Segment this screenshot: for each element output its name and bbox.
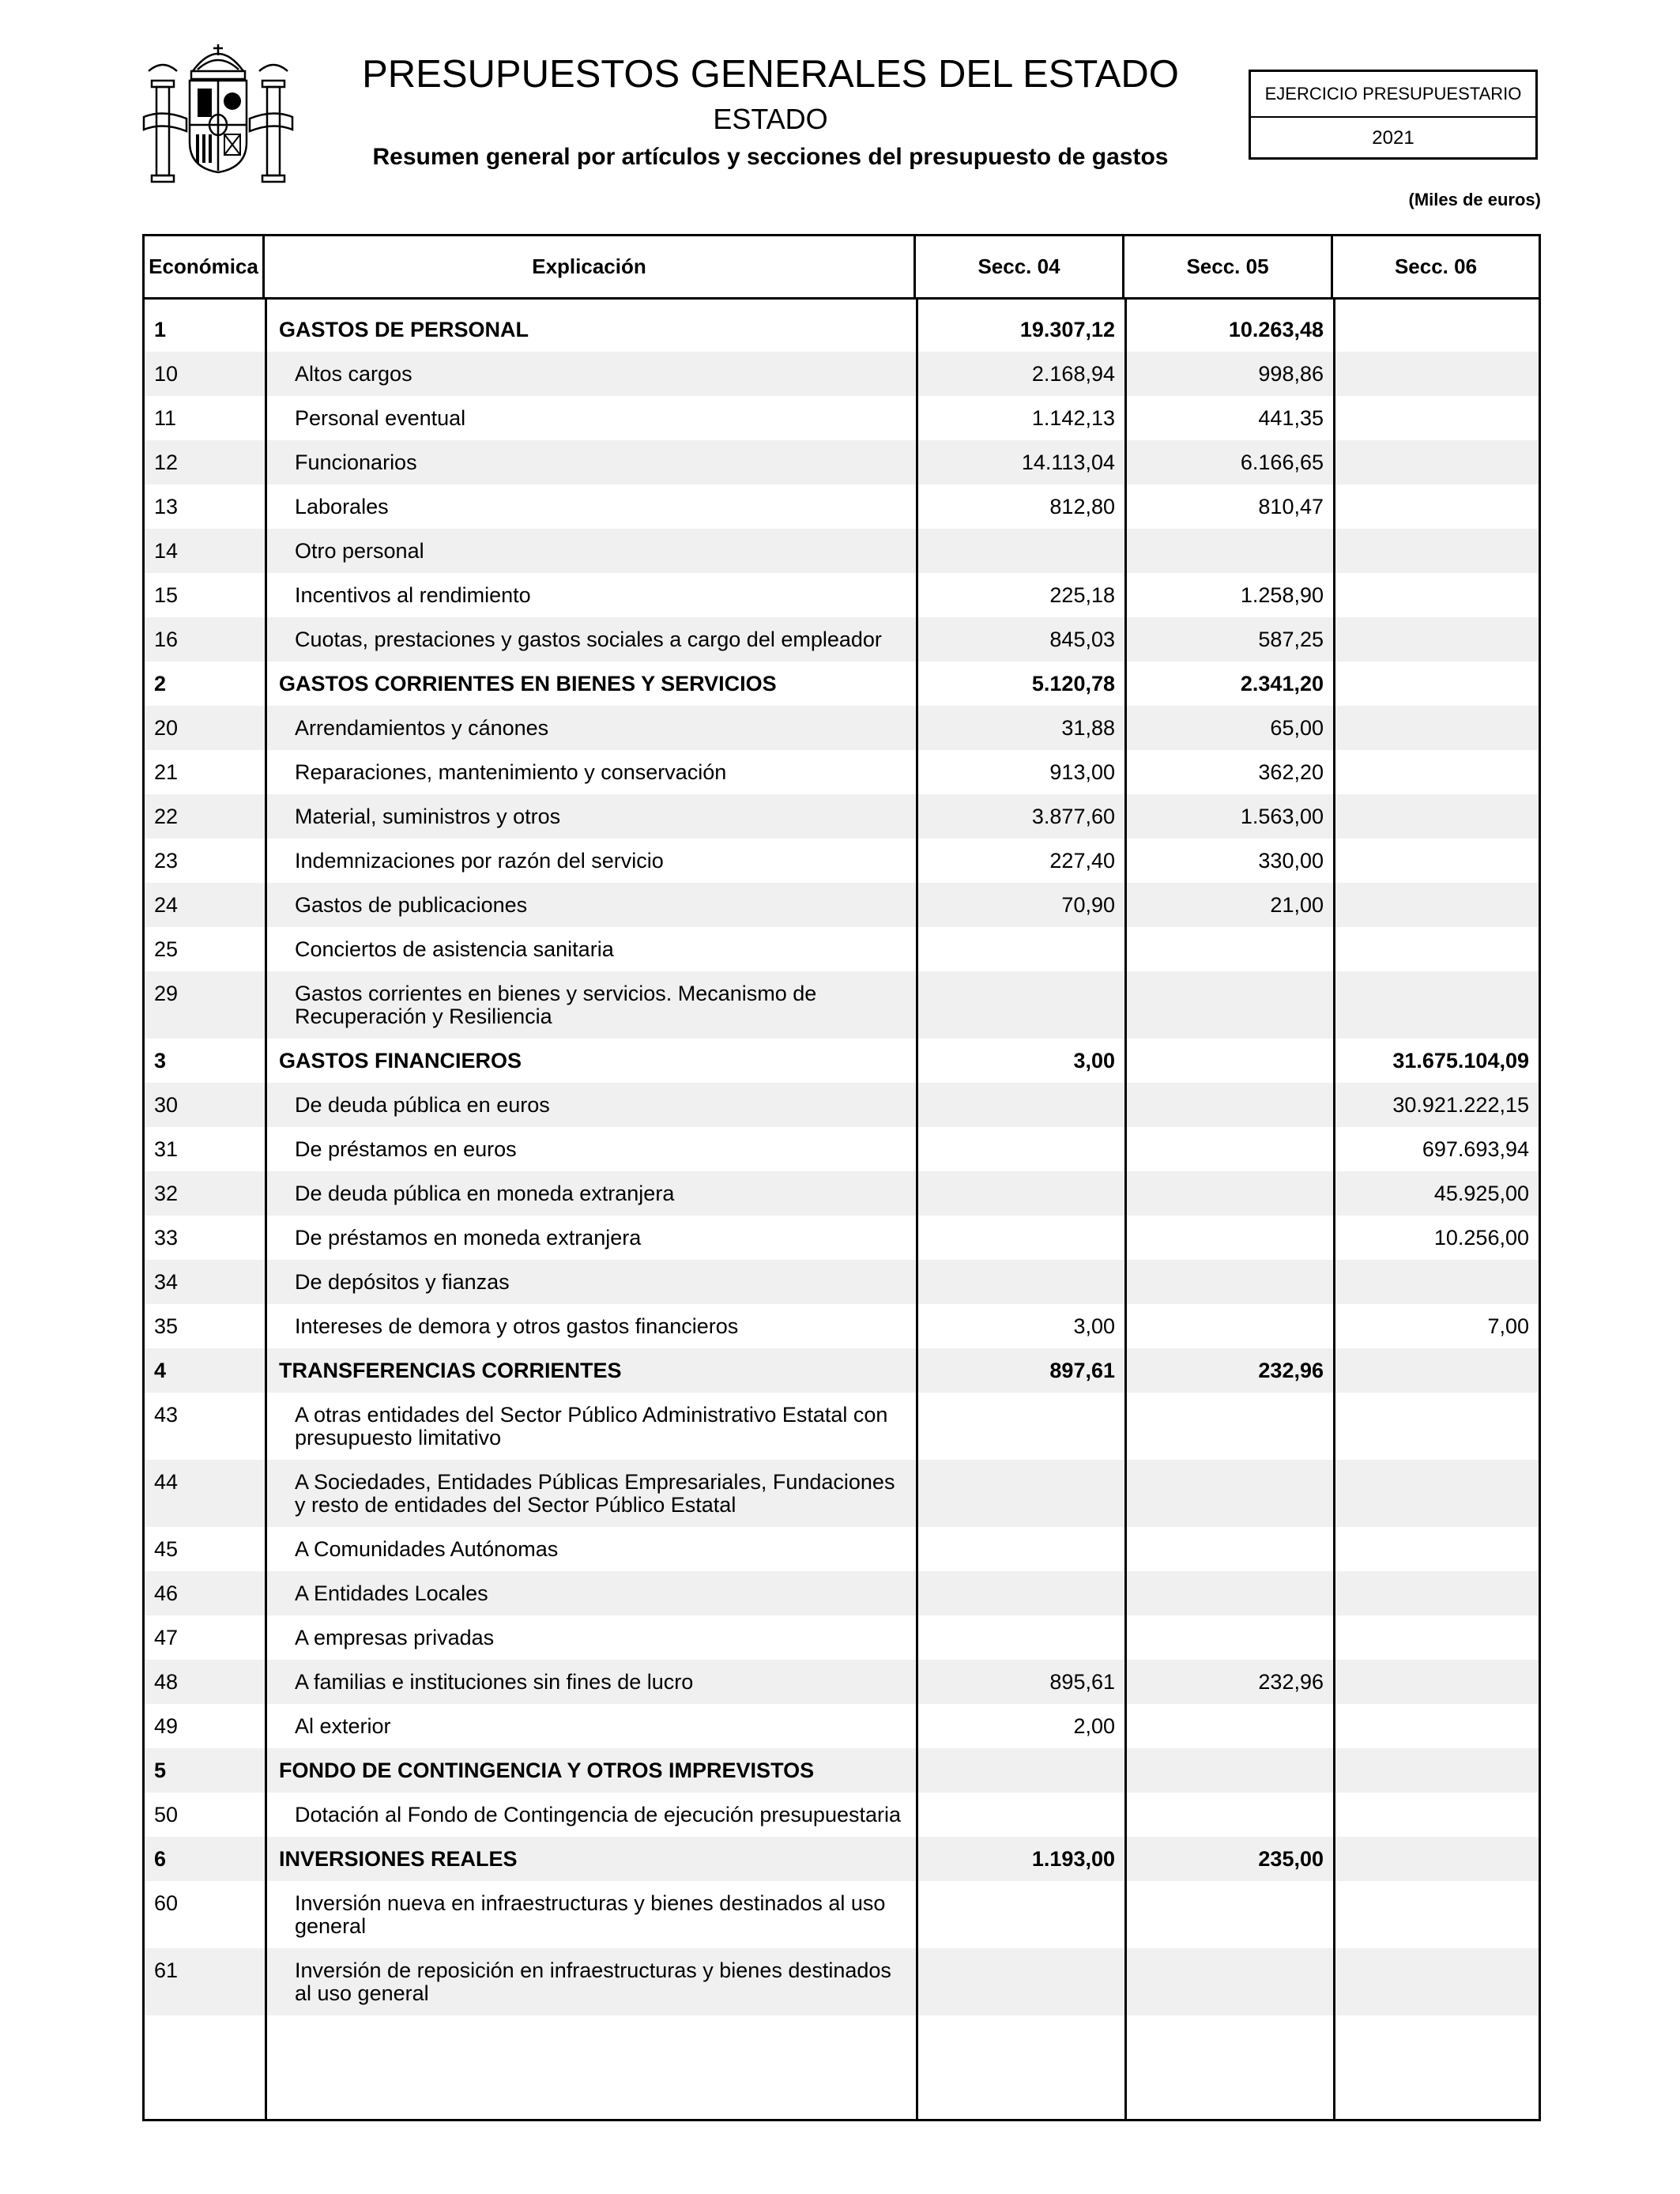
table-row: [145, 396, 1539, 440]
cell-economica: 4: [154, 1359, 167, 1382]
cell-economica: 14: [154, 539, 179, 563]
cell-secc-04: [916, 1083, 1124, 1127]
table-row: [145, 484, 1539, 529]
cell-secc-06: [1333, 1660, 1539, 1704]
cell-secc-04: 227,40: [1049, 849, 1115, 873]
cell-secc-04: [916, 1615, 1124, 1660]
header-secc-04: Secc. 04: [916, 236, 1124, 297]
cell-secc-06: [1333, 794, 1539, 839]
cell-secc-06: [1333, 1881, 1539, 1948]
cell-secc-06: [1333, 971, 1539, 1039]
cell-secc-05: [1124, 1039, 1333, 1083]
header-explicacion: Explicación: [265, 236, 916, 297]
cell-secc-06: [1333, 1348, 1539, 1393]
cell-explicacion: Personal eventual: [295, 406, 466, 430]
cell-secc-06: [1333, 617, 1539, 662]
cell-secc-06: [1333, 1837, 1539, 1881]
cell-secc-05: 65,00: [1270, 716, 1324, 740]
table-row: [145, 1127, 1539, 1171]
table-row: [145, 529, 1539, 573]
cell-secc-05: [1124, 1460, 1333, 1527]
table-row: [145, 794, 1539, 839]
cell-economica: 29: [154, 982, 179, 1005]
cell-explicacion: Reparaciones, mantenimiento y conservación: [295, 760, 727, 784]
cell-economica: 10: [154, 362, 179, 386]
cell-secc-04: [916, 1793, 1124, 1837]
cell-secc-05: [1124, 1127, 1333, 1171]
cell-explicacion: Otro personal: [295, 539, 424, 563]
table-row: [145, 1660, 1539, 1704]
cell-economica: 47: [154, 1626, 179, 1649]
cell-economica: 25: [154, 937, 179, 961]
cell-economica: 35: [154, 1314, 179, 1338]
cell-economica: 44: [154, 1470, 179, 1494]
table-row: [145, 750, 1539, 794]
cell-secc-04: [916, 529, 1124, 573]
cell-economica: 20: [154, 716, 179, 740]
cell-economica: 60: [154, 1891, 179, 1915]
cell-secc-04: 31,88: [1061, 716, 1115, 740]
column-divider: [916, 297, 918, 2119]
cell-secc-06: 45.925,00: [1433, 1182, 1529, 1205]
cell-secc-04: 3,00: [1073, 1049, 1115, 1072]
cell-secc-05: 1.258,90: [1240, 583, 1324, 607]
cell-economica: 13: [154, 495, 179, 518]
cell-secc-06: [1333, 883, 1539, 927]
cell-explicacion: Material, suministros y otros: [295, 805, 561, 828]
cell-secc-06: [1333, 1704, 1539, 1748]
table-row: [145, 1216, 1539, 1260]
cell-secc-04: 895,61: [1049, 1670, 1115, 1694]
cell-secc-05: [1124, 1393, 1333, 1460]
cell-secc-05: [1124, 1948, 1333, 2015]
table-row: [145, 1704, 1539, 1748]
cell-secc-06: [1333, 1393, 1539, 1460]
cell-economica: 16: [154, 628, 179, 651]
cell-secc-05: [1124, 1260, 1333, 1304]
table-row: [145, 1527, 1539, 1571]
cell-secc-04: 5.120,78: [1031, 672, 1115, 696]
cell-secc-04: [916, 1216, 1124, 1260]
cell-secc-04: 3.877,60: [1031, 805, 1115, 828]
cell-explicacion: Indemnizaciones por razón del servicio: [295, 849, 664, 873]
table-row: [145, 1304, 1539, 1348]
cell-secc-05: 441,35: [1258, 406, 1324, 430]
cell-economica: 22: [154, 805, 179, 828]
table-row: [145, 352, 1539, 396]
cell-explicacion: TRANSFERENCIAS CORRIENTES: [279, 1359, 622, 1382]
cell-secc-04: 225,18: [1049, 583, 1115, 607]
table-header: [145, 236, 1539, 300]
cell-secc-05: [1124, 1216, 1333, 1260]
cell-secc-06: [1333, 484, 1539, 529]
cell-secc-06: [1333, 1527, 1539, 1571]
cell-secc-05: [1124, 1704, 1333, 1748]
table-row: [145, 1393, 1539, 1460]
cell-secc-05: 330,00: [1258, 849, 1324, 873]
cell-economica: 34: [154, 1270, 179, 1294]
cell-secc-06: 697.693,94: [1422, 1137, 1529, 1161]
page-subtitle: ESTADO: [713, 103, 828, 135]
table-row: [145, 1571, 1539, 1615]
cell-secc-04: 1.142,13: [1031, 406, 1115, 430]
coat-of-arms-logo: [141, 40, 296, 190]
cell-explicacion: A empresas privadas: [295, 1626, 495, 1649]
cell-secc-04: 3,00: [1073, 1314, 1115, 1338]
cell-economica: 49: [154, 1714, 179, 1738]
cell-secc-05: [1124, 1304, 1333, 1348]
cell-secc-05: 232,96: [1258, 1670, 1324, 1694]
table-row: [145, 927, 1539, 971]
cell-economica: 2: [154, 672, 167, 696]
cell-secc-04: [916, 1393, 1124, 1460]
cell-explicacion: A otras entidades del Sector Público Administrativo Estatal con presupuesto limitativo: [295, 1403, 888, 1449]
cell-secc-05: [1124, 971, 1333, 1039]
cell-secc-04: [916, 971, 1124, 1039]
column-divider: [1124, 297, 1127, 2119]
cell-secc-06: [1333, 1260, 1539, 1304]
cell-explicacion: Altos cargos: [295, 362, 412, 386]
cell-secc-06: [1333, 1571, 1539, 1615]
cell-economica: 23: [154, 849, 179, 873]
table-row: [145, 662, 1539, 706]
cell-economica: 43: [154, 1403, 179, 1427]
cell-economica: 33: [154, 1226, 179, 1250]
cell-secc-06: [1333, 1460, 1539, 1527]
cell-secc-06: [1333, 1615, 1539, 1660]
cell-secc-05: [1124, 1527, 1333, 1571]
page-description: Resumen general por artículos y secciones del presupuesto de gastos: [372, 144, 1169, 170]
cell-secc-04: [916, 1571, 1124, 1615]
cell-explicacion: Dotación al Fondo de Contingencia de ejecución presupuestaria: [295, 1803, 902, 1826]
table-row: [145, 839, 1539, 883]
cell-secc-06: [1333, 1793, 1539, 1837]
cell-economica: 1: [154, 318, 167, 341]
table-row: [145, 971, 1539, 1039]
cell-economica: 6: [154, 1847, 167, 1871]
cell-secc-06: [1333, 706, 1539, 750]
table-row: [145, 1615, 1539, 1660]
table-row: [145, 1793, 1539, 1837]
cell-secc-04: [916, 1527, 1124, 1571]
cell-secc-05: [1124, 927, 1333, 971]
cell-secc-05: 362,20: [1258, 760, 1324, 784]
cell-economica: 12: [154, 450, 179, 474]
cell-explicacion: De préstamos en moneda extranjera: [295, 1226, 642, 1250]
cell-secc-06: [1333, 1948, 1539, 2015]
cell-secc-04: [916, 927, 1124, 971]
cell-secc-04: 2,00: [1073, 1714, 1115, 1738]
cell-explicacion: Al exterior: [295, 1714, 391, 1738]
cell-secc-05: [1124, 1793, 1333, 1837]
cell-secc-05: [1124, 1881, 1333, 1948]
cell-secc-06: [1333, 573, 1539, 617]
cell-explicacion: A Entidades Locales: [295, 1581, 488, 1605]
ejercicio-year: 2021: [1372, 127, 1414, 149]
table-row: [145, 573, 1539, 617]
cell-secc-05: 998,86: [1258, 362, 1324, 386]
cell-explicacion: GASTOS FINANCIEROS: [279, 1049, 522, 1072]
ejercicio-label: EJERCICIO PRESUPUESTARIO: [1251, 72, 1535, 118]
cell-economica: 50: [154, 1803, 179, 1826]
cell-economica: 24: [154, 893, 179, 917]
cell-secc-04: [916, 1260, 1124, 1304]
cell-explicacion: Cuotas, prestaciones y gastos sociales a cargo del empleador: [295, 628, 882, 651]
cell-secc-04: 1.193,00: [1031, 1847, 1115, 1871]
cell-secc-06: [1333, 662, 1539, 706]
column-divider: [265, 297, 267, 2119]
cell-explicacion: Arrendamientos y cánones: [295, 716, 549, 740]
cell-economica: 31: [154, 1137, 179, 1161]
cell-secc-05: [1124, 1171, 1333, 1216]
cell-secc-05: 810,47: [1258, 495, 1324, 518]
cell-secc-06: 7,00: [1487, 1314, 1529, 1338]
cell-economica: 30: [154, 1093, 179, 1117]
cell-explicacion: Funcionarios: [295, 450, 417, 474]
cell-explicacion: Inversión de reposición en infraestructuras y bienes destinados al uso general: [295, 1958, 891, 2005]
cell-secc-04: 845,03: [1049, 628, 1115, 651]
cell-explicacion: Laborales: [295, 495, 389, 518]
table-row: [145, 1171, 1539, 1216]
cell-secc-05: 235,00: [1258, 1847, 1324, 1871]
cell-secc-05: 10.263,48: [1228, 318, 1324, 341]
header-secc-05: Secc. 05: [1124, 236, 1333, 297]
cell-economica: 61: [154, 1958, 179, 1982]
cell-secc-06: [1333, 1748, 1539, 1793]
cell-secc-05: 6.166,65: [1240, 450, 1324, 474]
cell-economica: 11: [154, 406, 177, 430]
cell-explicacion: FONDO DE CONTINGENCIA Y OTROS IMPREVISTOS: [279, 1759, 815, 1782]
cell-secc-04: [916, 1881, 1124, 1948]
table-row: [145, 307, 1539, 352]
ejercicio-box: [1249, 70, 1538, 160]
cell-explicacion: Gastos de publicaciones: [295, 893, 528, 917]
cell-secc-05: 2.341,20: [1240, 672, 1324, 696]
table-body: [145, 297, 1539, 2119]
header-secc-06: Secc. 06: [1394, 254, 1478, 278]
cell-economica: 15: [154, 583, 179, 607]
cell-explicacion: De deuda pública en euros: [295, 1093, 550, 1117]
cell-secc-04: [916, 1748, 1124, 1793]
units-label: (Miles de euros): [1408, 190, 1541, 209]
cell-secc-06: 10.256,00: [1433, 1226, 1529, 1250]
cell-explicacion: GASTOS DE PERSONAL: [279, 318, 529, 341]
cell-explicacion: Inversión nueva en infraestructuras y bienes destinados al uso general: [295, 1891, 886, 1938]
cell-secc-04: 70,90: [1061, 893, 1115, 917]
cell-explicacion: GASTOS CORRIENTES EN BIENES Y SERVICIOS: [279, 672, 777, 696]
cell-secc-04: [916, 1171, 1124, 1216]
cell-economica: 46: [154, 1581, 179, 1605]
cell-secc-06: [1333, 839, 1539, 883]
table-row: [145, 440, 1539, 484]
table-row: [145, 1348, 1539, 1393]
cell-explicacion: De préstamos en euros: [295, 1137, 517, 1161]
cell-explicacion: A familias e instituciones sin fines de lucro: [295, 1670, 694, 1694]
cell-explicacion: De depósitos y fianzas: [295, 1270, 510, 1294]
cell-explicacion: Incentivos al rendimiento: [295, 583, 531, 607]
cell-secc-04: [916, 1127, 1124, 1171]
cell-explicacion: Intereses de demora y otros gastos financieros: [295, 1314, 739, 1338]
cell-explicacion: De deuda pública en moneda extranjera: [295, 1182, 675, 1205]
cell-economica: 3: [154, 1049, 167, 1072]
cell-secc-04: 2.168,94: [1031, 362, 1115, 386]
cell-secc-04: [916, 1460, 1124, 1527]
cell-economica: 48: [154, 1670, 179, 1694]
budget-table: [142, 234, 1541, 2121]
cell-secc-06: [1333, 352, 1539, 396]
cell-secc-04: 897,61: [1049, 1359, 1115, 1382]
table-row: [145, 1837, 1539, 1881]
cell-economica: 45: [154, 1537, 179, 1561]
table-row: [145, 1460, 1539, 1527]
cell-secc-06: [1333, 750, 1539, 794]
cell-economica: 21: [154, 760, 179, 784]
cell-secc-05: 587,25: [1258, 628, 1324, 651]
cell-explicacion: A Comunidades Autónomas: [295, 1537, 559, 1561]
cell-explicacion: Conciertos de asistencia sanitaria: [295, 937, 614, 961]
cell-secc-04: 14.113,04: [1021, 450, 1115, 474]
cell-secc-05: [1124, 1748, 1333, 1793]
cell-secc-04: 812,80: [1049, 495, 1115, 518]
table-row: [145, 1748, 1539, 1793]
table-row: [145, 617, 1539, 662]
cell-secc-05: [1124, 1615, 1333, 1660]
cell-secc-05: [1124, 1571, 1333, 1615]
cell-secc-04: 19.307,12: [1019, 318, 1115, 341]
table-row: [145, 883, 1539, 927]
table-row: [145, 1260, 1539, 1304]
cell-secc-06: 31.675.104,09: [1392, 1049, 1529, 1072]
cell-secc-04: [916, 1948, 1124, 2015]
cell-secc-05: 1.563,00: [1240, 805, 1324, 828]
cell-secc-05: 232,96: [1258, 1359, 1324, 1382]
table-row: [145, 1039, 1539, 1083]
cell-explicacion: INVERSIONES REALES: [279, 1847, 518, 1871]
cell-secc-04: 913,00: [1049, 760, 1115, 784]
cell-secc-06: [1333, 927, 1539, 971]
cell-secc-05: [1124, 529, 1333, 573]
table-rows: [145, 297, 1539, 2015]
table-row: [145, 1083, 1539, 1127]
cell-secc-06: [1333, 307, 1539, 352]
cell-economica: 32: [154, 1182, 179, 1205]
table-row: [145, 1881, 1539, 1948]
cell-secc-06: [1333, 396, 1539, 440]
cell-secc-06: [1333, 529, 1539, 573]
table-row: [145, 706, 1539, 750]
cell-explicacion: Gastos corrientes en bienes y servicios. Mecanismo de Recuperación y Resiliencia: [295, 982, 817, 1028]
cell-explicacion: A Sociedades, Entidades Públicas Empresariales, Fundaciones y resto de entidades del Sector Público Estatal: [295, 1470, 895, 1517]
header-economica: Económica: [145, 236, 265, 297]
column-divider: [1333, 297, 1335, 2119]
cell-secc-05: [1124, 1083, 1333, 1127]
page-title: PRESUPUESTOS GENERALES DEL ESTADO: [362, 53, 1179, 96]
table-row: [145, 1948, 1539, 2015]
cell-economica: 5: [154, 1759, 167, 1782]
cell-secc-06: [1333, 440, 1539, 484]
cell-secc-05: 21,00: [1270, 893, 1324, 917]
cell-secc-06: 30.921.222,15: [1392, 1093, 1529, 1117]
